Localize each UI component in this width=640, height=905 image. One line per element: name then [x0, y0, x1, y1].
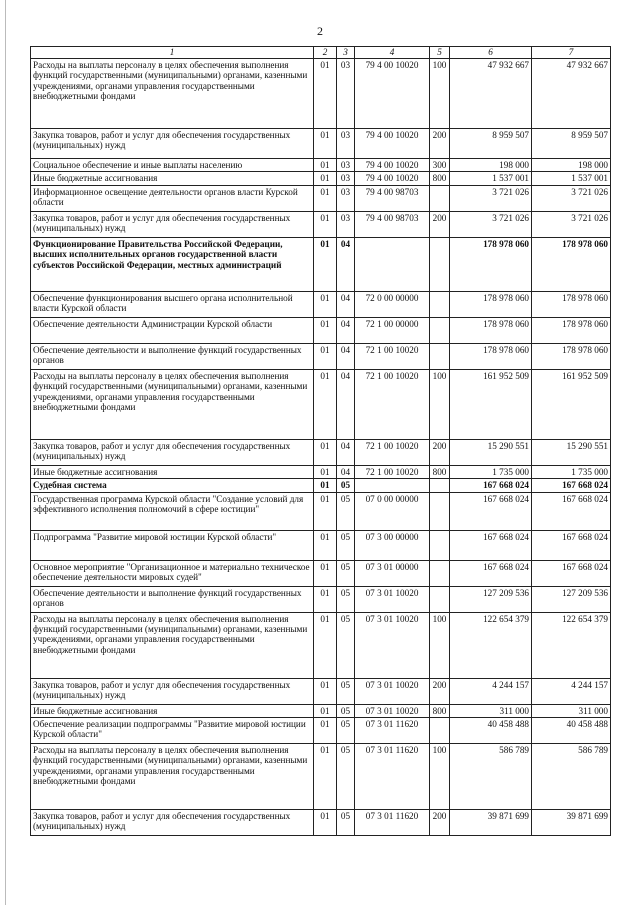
table-row: [31, 465, 611, 478]
amount-cell: 178 978 060: [450, 291, 532, 317]
section-code-cell: 01: [314, 185, 337, 211]
amount-cell: 1 735 000: [450, 465, 532, 478]
amount-cell: 15 290 551: [450, 439, 532, 465]
row-name-cell: Иные бюджетные ассигнования: [31, 704, 314, 717]
target-article-cell: 72 1 00 10020: [355, 465, 430, 478]
column-header-row: [31, 47, 611, 59]
target-article-cell: 72 1 00 00000: [355, 317, 430, 343]
subsection-code-cell: 03: [337, 172, 355, 185]
amount-cell: 586 789: [532, 744, 611, 810]
section-code-cell: 01: [314, 718, 337, 744]
table-row: [31, 678, 611, 704]
target-article-cell: 72 1 00 10020: [355, 439, 430, 465]
subsection-code-cell: 04: [337, 343, 355, 369]
amount-cell: 8 959 507: [532, 129, 611, 159]
subsection-code-cell: 03: [337, 129, 355, 159]
budget-table: [30, 46, 611, 836]
row-name-cell: Информационное освещение деятельности органов власти Курской области: [31, 185, 314, 211]
section-code-cell: 01: [314, 465, 337, 478]
amount-cell: 167 668 024: [532, 479, 611, 492]
table-row: [31, 237, 611, 291]
amount-cell: 167 668 024: [532, 560, 611, 586]
subsection-code-cell: 04: [337, 369, 355, 439]
subsection-code-cell: 03: [337, 211, 355, 237]
amount-cell: 4 244 157: [532, 678, 611, 704]
section-code-cell: 01: [314, 211, 337, 237]
amount-cell: 122 654 379: [532, 612, 611, 678]
target-article-cell: 79 4 00 98703: [355, 185, 430, 211]
subsection-code-cell: 03: [337, 59, 355, 129]
amount-cell: 167 668 024: [532, 492, 611, 530]
table-row: [31, 492, 611, 530]
subsection-code-cell: 04: [337, 291, 355, 317]
target-article-cell: 79 4 00 98703: [355, 211, 430, 237]
amount-cell: 586 789: [450, 744, 532, 810]
subsection-code-cell: 05: [337, 586, 355, 612]
subsection-code-cell: 03: [337, 185, 355, 211]
target-article-cell: 07 0 00 00000: [355, 492, 430, 530]
table-row: [31, 718, 611, 744]
expense-type-cell: 100: [430, 369, 450, 439]
row-name-cell: Обеспечение деятельности и выполнение функций государственных органов: [31, 586, 314, 612]
amount-cell: 178 978 060: [532, 237, 611, 291]
subsection-code-cell: 04: [337, 317, 355, 343]
table-row: [31, 159, 611, 172]
amount-cell: 167 668 024: [450, 560, 532, 586]
column-header: 2: [314, 47, 337, 59]
row-name-cell: Обеспечение деятельности Администрации Курской области: [31, 317, 314, 343]
subsection-code-cell: 05: [337, 492, 355, 530]
amount-cell: 178 978 060: [450, 343, 532, 369]
row-name-cell: Расходы на выплаты персоналу в целях обеспечения выполнения функций государственными (муниципальными) органами, казенными учреждениями, органами управления государственными внебюджетными фондами: [31, 744, 314, 810]
expense-type-cell: 200: [430, 678, 450, 704]
column-header: 4: [355, 47, 430, 59]
amount-cell: 311 000: [450, 704, 532, 717]
table-row: [31, 185, 611, 211]
expense-type-cell: 200: [430, 810, 450, 836]
row-name-cell: Обеспечение реализации подпрограммы "Развитие мировой юстиции Курской области": [31, 718, 314, 744]
table-row: [31, 560, 611, 586]
section-code-cell: 01: [314, 530, 337, 560]
table-row: [31, 317, 611, 343]
target-article-cell: 79 4 00 10020: [355, 172, 430, 185]
table-row: [31, 369, 611, 439]
row-name-cell: Иные бюджетные ассигнования: [31, 172, 314, 185]
section-code-cell: 01: [314, 343, 337, 369]
subsection-code-cell: 05: [337, 560, 355, 586]
subsection-code-cell: 05: [337, 479, 355, 492]
expense-type-cell: [430, 237, 450, 291]
target-article-cell: 79 4 00 10020: [355, 159, 430, 172]
table-row: [31, 810, 611, 836]
amount-cell: 40 458 488: [450, 718, 532, 744]
target-article-cell: 79 4 00 10020: [355, 59, 430, 129]
amount-cell: 198 000: [450, 159, 532, 172]
section-code-cell: 01: [314, 129, 337, 159]
row-name-cell: Расходы на выплаты персоналу в целях обеспечения выполнения функций государственными (муниципальными) органами, казенными учреждениями, органами управления государственными внебюджетными фондами: [31, 369, 314, 439]
expense-type-cell: 200: [430, 439, 450, 465]
target-article-cell: 72 0 00 00000: [355, 291, 430, 317]
target-article-cell: 07 3 01 10020: [355, 678, 430, 704]
amount-cell: 47 932 667: [450, 59, 532, 129]
section-code-cell: 01: [314, 678, 337, 704]
table-row: [31, 479, 611, 492]
table-row: [31, 343, 611, 369]
section-code-cell: 01: [314, 369, 337, 439]
expense-type-cell: 100: [430, 59, 450, 129]
row-name-cell: Обеспечение функционирования высшего органа исполнительной власти Курской области: [31, 291, 314, 317]
table-row: [31, 744, 611, 810]
subsection-code-cell: 04: [337, 237, 355, 291]
section-code-cell: 01: [314, 810, 337, 836]
expense-type-cell: 800: [430, 704, 450, 717]
amount-cell: 15 290 551: [532, 439, 611, 465]
expense-type-cell: [430, 586, 450, 612]
section-code-cell: 01: [314, 59, 337, 129]
amount-cell: 39 871 699: [450, 810, 532, 836]
amount-cell: 167 668 024: [532, 530, 611, 560]
table-row: [31, 211, 611, 237]
expense-type-cell: 200: [430, 129, 450, 159]
column-header: 3: [337, 47, 355, 59]
section-code-cell: 01: [314, 586, 337, 612]
expense-type-cell: 200: [430, 211, 450, 237]
amount-cell: 178 978 060: [532, 317, 611, 343]
row-name-cell: Социальное обеспечение и иные выплаты населению: [31, 159, 314, 172]
target-article-cell: 07 3 01 00000: [355, 560, 430, 586]
section-code-cell: 01: [314, 317, 337, 343]
amount-cell: 311 000: [532, 704, 611, 717]
section-code-cell: 01: [314, 704, 337, 717]
subsection-code-cell: 05: [337, 718, 355, 744]
target-article-cell: 72 1 00 10020: [355, 369, 430, 439]
amount-cell: 178 978 060: [532, 291, 611, 317]
subsection-code-cell: 04: [337, 465, 355, 478]
expense-type-cell: [430, 479, 450, 492]
amount-cell: 40 458 488: [532, 718, 611, 744]
subsection-code-cell: 05: [337, 744, 355, 810]
expense-type-cell: 300: [430, 159, 450, 172]
target-article-cell: 07 3 01 10020: [355, 704, 430, 717]
amount-cell: 127 209 536: [532, 586, 611, 612]
row-name-cell: Расходы на выплаты персоналу в целях обеспечения выполнения функций государственными (муниципальными) органами, казенными учреждениями, органами управления государственными внебюджетными фондами: [31, 59, 314, 129]
amount-cell: 3 721 026: [532, 211, 611, 237]
expense-type-cell: [430, 492, 450, 530]
amount-cell: 198 000: [532, 159, 611, 172]
section-code-cell: 01: [314, 172, 337, 185]
row-name-cell: Закупка товаров, работ и услуг для обеспечения государственных (муниципальных) нужд: [31, 810, 314, 836]
row-name-cell: Иные бюджетные ассигнования: [31, 465, 314, 478]
expense-type-cell: [430, 185, 450, 211]
amount-cell: 3 721 026: [450, 211, 532, 237]
section-code-cell: 01: [314, 291, 337, 317]
expense-type-cell: 800: [430, 172, 450, 185]
amount-cell: 161 952 509: [532, 369, 611, 439]
section-code-cell: 01: [314, 744, 337, 810]
amount-cell: 3 721 026: [450, 185, 532, 211]
column-header: 5: [430, 47, 450, 59]
amount-cell: 47 932 667: [532, 59, 611, 129]
target-article-cell: 07 3 00 00000: [355, 530, 430, 560]
row-name-cell: Расходы на выплаты персоналу в целях обеспечения выполнения функций государственными (муниципальными) органами, казенными учреждениями, органами управления государственными внебюджетными фондами: [31, 612, 314, 678]
section-code-cell: 01: [314, 479, 337, 492]
table-row: [31, 439, 611, 465]
subsection-code-cell: 03: [337, 159, 355, 172]
amount-cell: 167 668 024: [450, 479, 532, 492]
row-name-cell: Закупка товаров, работ и услуг для обеспечения государственных (муниципальных) нужд: [31, 211, 314, 237]
table-row: [31, 291, 611, 317]
column-header: 7: [532, 47, 611, 59]
page-number: 2: [317, 24, 323, 38]
page-edge-line: [5, 0, 6, 905]
amount-cell: 1 735 000: [532, 465, 611, 478]
expense-type-cell: 800: [430, 465, 450, 478]
row-name-cell: Подпрограмма "Развитие мировой юстиции Курской области": [31, 530, 314, 560]
expense-type-cell: 100: [430, 612, 450, 678]
expense-type-cell: [430, 291, 450, 317]
row-name-cell: Функционирование Правительства Российской Федерации, высших исполнительных органов государственной власти субъектов Российской Федерации, местных администраций: [31, 237, 314, 291]
table-row: [31, 530, 611, 560]
target-article-cell: 72 1 00 10020: [355, 343, 430, 369]
target-article-cell: [355, 237, 430, 291]
target-article-cell: 07 3 01 10020: [355, 612, 430, 678]
subsection-code-cell: 04: [337, 439, 355, 465]
section-code-cell: 01: [314, 439, 337, 465]
target-article-cell: 07 3 01 10020: [355, 586, 430, 612]
amount-cell: 1 537 001: [532, 172, 611, 185]
amount-cell: 3 721 026: [532, 185, 611, 211]
subsection-code-cell: 05: [337, 678, 355, 704]
row-name-cell: Судебная система: [31, 479, 314, 492]
amount-cell: 167 668 024: [450, 492, 532, 530]
section-code-cell: 01: [314, 159, 337, 172]
amount-cell: 161 952 509: [450, 369, 532, 439]
target-article-cell: [355, 479, 430, 492]
amount-cell: 8 959 507: [450, 129, 532, 159]
expense-type-cell: [430, 343, 450, 369]
section-code-cell: 01: [314, 612, 337, 678]
row-name-cell: Государственная программа Курской области "Создание условий для эффективного исполнения полномочий в сфере юстиции": [31, 492, 314, 530]
subsection-code-cell: 05: [337, 612, 355, 678]
amount-cell: 167 668 024: [450, 530, 532, 560]
amount-cell: 127 209 536: [450, 586, 532, 612]
row-name-cell: Закупка товаров, работ и услуг для обеспечения государственных (муниципальных) нужд: [31, 439, 314, 465]
table-row: [31, 612, 611, 678]
table-row: [31, 586, 611, 612]
amount-cell: 1 537 001: [450, 172, 532, 185]
column-header: 6: [450, 47, 532, 59]
amount-cell: 39 871 699: [532, 810, 611, 836]
expense-type-cell: [430, 317, 450, 343]
section-code-cell: 01: [314, 237, 337, 291]
subsection-code-cell: 05: [337, 704, 355, 717]
expense-type-cell: [430, 530, 450, 560]
row-name-cell: Обеспечение деятельности и выполнение функций государственных органов: [31, 343, 314, 369]
expense-type-cell: [430, 560, 450, 586]
row-name-cell: Закупка товаров, работ и услуг для обеспечения государственных (муниципальных) нужд: [31, 129, 314, 159]
amount-cell: 178 978 060: [532, 343, 611, 369]
column-header: 1: [31, 47, 314, 59]
section-code-cell: 01: [314, 492, 337, 530]
row-name-cell: Основное мероприятие "Организационное и материально техническое обеспечение деятельности мировых судей": [31, 560, 314, 586]
table-row: [31, 704, 611, 717]
table-row: [31, 129, 611, 159]
amount-cell: 4 244 157: [450, 678, 532, 704]
amount-cell: 178 978 060: [450, 237, 532, 291]
target-article-cell: 79 4 00 10020: [355, 129, 430, 159]
amount-cell: 178 978 060: [450, 317, 532, 343]
target-article-cell: 07 3 01 11620: [355, 718, 430, 744]
expense-type-cell: [430, 718, 450, 744]
subsection-code-cell: 05: [337, 530, 355, 560]
row-name-cell: Закупка товаров, работ и услуг для обеспечения государственных (муниципальных) нужд: [31, 678, 314, 704]
target-article-cell: 07 3 01 11620: [355, 810, 430, 836]
section-code-cell: 01: [314, 560, 337, 586]
table-row: [31, 59, 611, 129]
amount-cell: 122 654 379: [450, 612, 532, 678]
expense-type-cell: 100: [430, 744, 450, 810]
table-row: [31, 172, 611, 185]
subsection-code-cell: 05: [337, 810, 355, 836]
target-article-cell: 07 3 01 11620: [355, 744, 430, 810]
